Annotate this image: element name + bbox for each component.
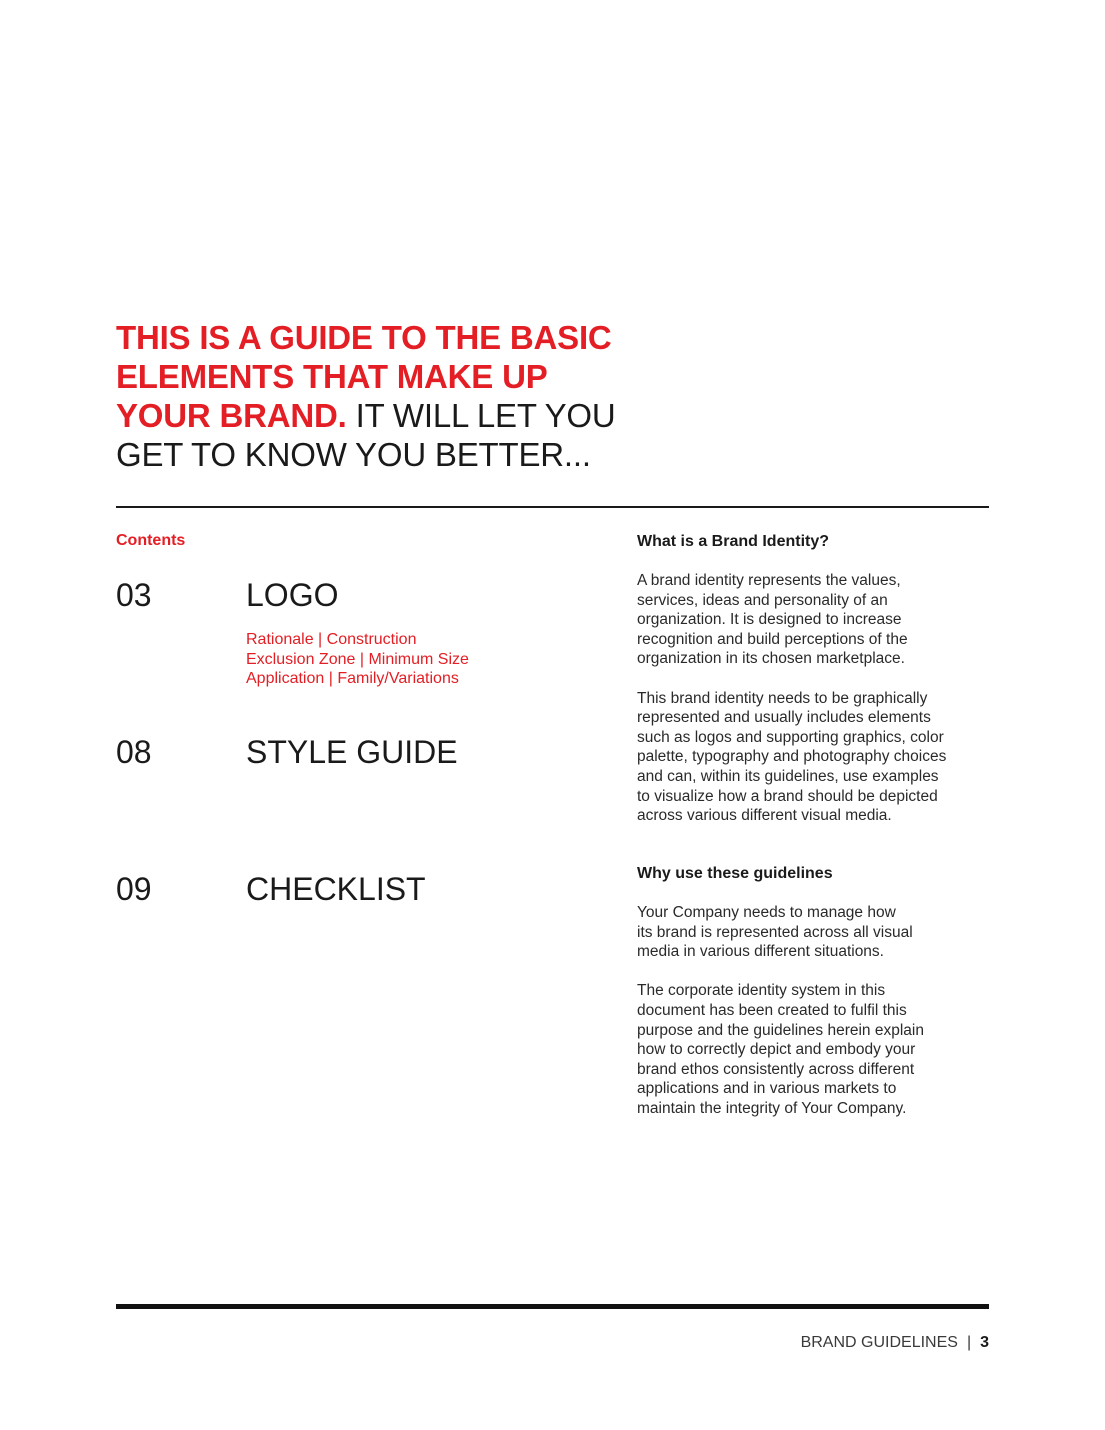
- text-line: across various different visual media.: [637, 807, 892, 825]
- text-line: to visualize how a brand should be depicted: [637, 787, 938, 805]
- top-divider: [116, 506, 989, 508]
- toc-subtopic: Rationale | Construction: [246, 631, 417, 648]
- text-line: services, ideas and personality of an: [637, 591, 888, 609]
- page-number: 3: [980, 1334, 989, 1351]
- brand-identity-section: [637, 532, 977, 826]
- text-line: represented and usually includes elements: [637, 709, 931, 727]
- footer-separator: |: [966, 1334, 972, 1351]
- toc-subtopic: Exclusion Zone | Minimum Size: [246, 650, 469, 668]
- guidelines-purpose-section: [637, 864, 977, 1119]
- toc-number-checklist: 09: [116, 871, 152, 907]
- text-line: A brand identity represents the values,: [637, 572, 901, 589]
- text-line: Your Company needs to manage how: [637, 904, 896, 921]
- section-paragraph: [637, 571, 977, 669]
- text-line: media in various different situations.: [637, 943, 884, 961]
- toc-subtopics-logo: [246, 630, 469, 689]
- text-line: how to correctly depict and embody your: [637, 1041, 916, 1059]
- page-footer: [801, 1334, 989, 1352]
- toc-subtopic: Application | Family/Variations: [246, 670, 459, 688]
- toc-title-logo: LOGO: [246, 577, 339, 613]
- text-line: such as logos and supporting graphics, color: [637, 728, 944, 746]
- text-line: brand ethos consistently across different: [637, 1060, 915, 1078]
- toc-number-logo: 03: [116, 577, 152, 613]
- text-line: its brand is represented across all visual: [637, 923, 913, 941]
- text-line: This brand identity needs to be graphically: [637, 689, 928, 707]
- text-line: The corporate identity system in this: [637, 982, 886, 1000]
- section-paragraph: [637, 689, 977, 826]
- text-line: organization in its chosen marketplace.: [637, 650, 905, 668]
- headline-emphasis: THIS IS A GUIDE TO THE BASIC ELEMENTS THAT MAKE UP YOUR BRAND.: [116, 319, 612, 434]
- text-line: maintain the integrity of Your Company.: [637, 1099, 907, 1117]
- footer-label: BRAND GUIDELINES: [800, 1334, 958, 1351]
- text-line: applications and in various markets to: [637, 1080, 897, 1098]
- headline-continuation: IT WILL LET YOU GET TO KNOW YOU BETTER...: [116, 397, 616, 473]
- text-line: and can, within its guidelines, use examples: [637, 767, 939, 785]
- text-line: purpose and the guidelines herein explain: [637, 1021, 924, 1039]
- text-line: document has been created to fulfil this: [637, 1001, 907, 1019]
- section-title: What is a Brand Identity?: [637, 533, 830, 550]
- text-line: organization. It is designed to increase: [637, 611, 902, 629]
- toc-title-style-guide: STYLE GUIDE: [246, 734, 458, 770]
- section-paragraph: [637, 903, 977, 962]
- text-line: palette, typography and photography choices: [637, 748, 947, 766]
- contents-label: Contents: [116, 532, 186, 549]
- toc-number-style-guide: 08: [116, 734, 152, 770]
- text-line: recognition and build perceptions of the: [637, 630, 908, 648]
- bottom-divider: [116, 1304, 989, 1309]
- page-headline: [116, 318, 636, 474]
- section-paragraph: [637, 981, 977, 1118]
- section-title: Why use these guidelines: [637, 865, 833, 882]
- toc-title-checklist: CHECKLIST: [246, 871, 426, 907]
